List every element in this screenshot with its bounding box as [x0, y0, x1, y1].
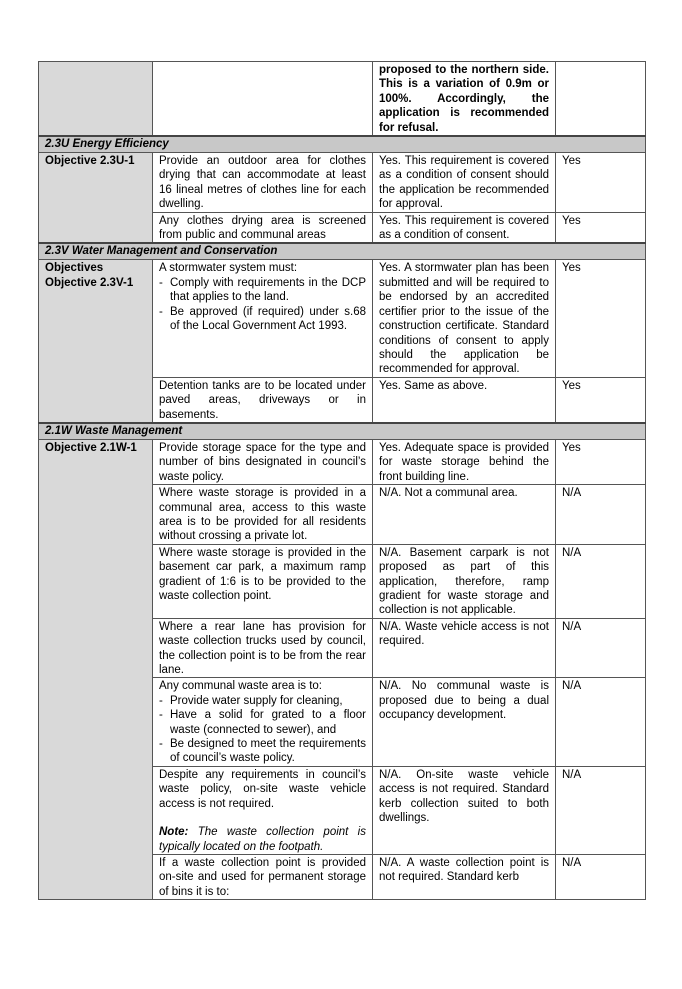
complies-cell: Yes	[556, 377, 646, 423]
complies-cell: N/A	[556, 766, 646, 854]
response-cell: Yes. A stormwater plan has been submitted and will be required to be endorsed by an accredited certifier prior to the issue of the construction certificate. Standard conditions of consent to apply should the application be recommended for approval.	[373, 260, 556, 377]
section-header	[39, 243, 646, 260]
control-intro: A stormwater system must:	[159, 262, 298, 275]
table-row	[39, 260, 646, 377]
list-item: - Comply with requirements in the DCP that applies to the land.	[159, 276, 366, 305]
objective-heading: Objectives	[45, 262, 104, 275]
objective-cell: Objective 2.3U-1	[39, 153, 153, 244]
control-intro: Any communal waste area is to:	[159, 680, 322, 693]
objective-cell: Objective 2.1W-1	[39, 439, 153, 899]
response-cell: N/A. No communal waste is proposed due to being a dual occupancy development.	[373, 678, 556, 766]
response-cell: N/A. Waste vehicle access is not required.	[373, 618, 556, 678]
control-cell: Detention tanks are to be located under paved areas, driveways or in basements.	[153, 377, 373, 423]
objective-cell	[39, 260, 153, 423]
complies-cell: Yes	[556, 153, 646, 213]
list-item: - Be approved (if required) under s.68 of the Local Government Act 1993.	[159, 305, 366, 334]
complies-cell: Yes	[556, 260, 646, 377]
section-title: 2.3V Water Management and Conservation	[39, 243, 646, 260]
section-title: 2.3U Energy Efficiency	[39, 136, 646, 153]
control-cell	[153, 260, 373, 377]
control-cell	[153, 62, 373, 137]
control-cell: Where waste storage is provided in a communal area, access to this waste area is to be provided for all residents without crossing a private lot.	[153, 485, 373, 545]
objective-cell	[39, 62, 153, 137]
complies-cell: N/A	[556, 678, 646, 766]
control-cell: Where a rear lane has provision for waste collection trucks used by council, the collection point is to be from the rear lane.	[153, 618, 373, 678]
control-cell	[153, 766, 373, 854]
section-header	[39, 136, 646, 153]
section-title: 2.1W Waste Management	[39, 423, 646, 440]
control-cell	[153, 678, 373, 766]
list-item: - Provide water supply for cleaning,	[159, 694, 366, 708]
complies-cell: Yes	[556, 439, 646, 484]
control-note	[159, 825, 366, 854]
complies-cell	[556, 62, 646, 137]
complies-cell: N/A	[556, 854, 646, 899]
response-cell: N/A. Not a communal area.	[373, 485, 556, 545]
response-cell: Yes. Same as above.	[373, 377, 556, 423]
response-cell: N/A. Basement carpark is not proposed as part of this application, therefore, ramp gradient for waste storage and collection is not applicable.	[373, 544, 556, 618]
response-cell: N/A. A waste collection point is not required. Standard kerb	[373, 854, 556, 899]
list-item: - Have a solid for grated to a floor waste (connected to sewer), and	[159, 708, 366, 737]
response-cell: Yes. This requirement is covered as a condition of consent.	[373, 212, 556, 243]
note-label: Note:	[159, 826, 189, 839]
control-list	[159, 694, 366, 766]
control-cell: Provide storage space for the type and number of bins designated in council’s waste policy.	[153, 439, 373, 484]
response-cell: Yes. Adequate space is provided for waste storage behind the front building line.	[373, 439, 556, 484]
response-cell: N/A. On-site waste vehicle access is not required. Standard kerb collection suited to both dwellings.	[373, 766, 556, 854]
control-list	[159, 276, 366, 334]
compliance-table	[38, 61, 646, 900]
section-header	[39, 423, 646, 440]
objective-id: Objective 2.3V-1	[45, 276, 134, 289]
table-row	[39, 439, 646, 484]
complies-cell: N/A	[556, 485, 646, 545]
control-cell: Where waste storage is provided in the basement car park, a maximum ramp gradient of 1:6 is to be provided to the waste collection point.	[153, 544, 373, 618]
note-text: The waste collection point is typically located on the footpath.	[159, 826, 366, 853]
response-cell: proposed to the northern side. This is a variation of 0.9m or 100%. Accordingly, the application is recommended for refusal.	[373, 62, 556, 137]
list-item: - Be designed to meet the requirements of council’s waste policy.	[159, 737, 366, 766]
complies-cell: N/A	[556, 544, 646, 618]
complies-cell: Yes	[556, 212, 646, 243]
table-row	[39, 62, 646, 137]
control-cell: Provide an outdoor area for clothes drying that can accommodate at least 16 lineal metres of clothes line for each dwelling.	[153, 153, 373, 213]
table-row	[39, 153, 646, 213]
control-cell: If a waste collection point is provided on-site and used for permanent storage of bins it is to:	[153, 854, 373, 899]
complies-cell: N/A	[556, 618, 646, 678]
response-cell: Yes. This requirement is covered as a condition of consent should the application be recommended for approval.	[373, 153, 556, 213]
control-text: Despite any requirements in council’s waste policy, on-site waste vehicle access is not required.	[159, 768, 366, 810]
control-cell: Any clothes drying area is screened from public and communal areas	[153, 212, 373, 243]
